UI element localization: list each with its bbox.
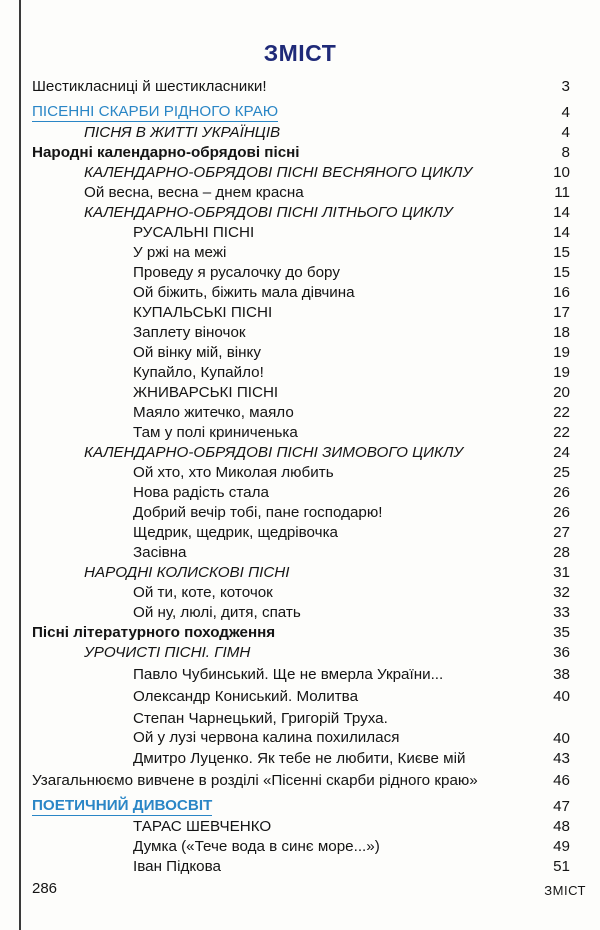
toc-entry-page: 20 (553, 384, 570, 401)
toc-entry-title: ТАРАС ШЕВЧЕНКО (133, 818, 272, 835)
toc-entry-page: 31 (553, 564, 570, 581)
toc-entry-page: 16 (553, 284, 570, 301)
toc-entry-page: 4 (561, 124, 570, 141)
toc-entry-page: 40 (553, 688, 570, 705)
toc-entry-title: РУСАЛЬНІ ПІСНІ (133, 224, 255, 241)
toc-entry-title: Заплету віночок (133, 324, 246, 341)
toc-entry-title: Проведу я русалочку до бору (133, 264, 340, 281)
toc-entry-title: ПОЕТИЧНИЙ ДИВОСВІТ (32, 797, 213, 814)
toc-entry-page: 46 (553, 772, 570, 789)
toc-entry-page: 8 (561, 144, 570, 161)
toc-entry-page: 11 (554, 184, 570, 201)
toc-entry[interactable] (32, 643, 577, 663)
toc-entry[interactable] (32, 563, 577, 583)
toc-entry-title: Узагальнюємо вивчене в розділі «Пісенні скарби рідного краю» (32, 772, 478, 789)
toc-entry-page: 24 (553, 444, 570, 461)
toc-entry-title: КАЛЕНДАРНО-ОБРЯДОВІ ПІСНІ ЗИМОВОГО ЦИКЛУ (84, 444, 464, 461)
page-edge-rule (19, 0, 21, 930)
toc-entry-title: Ой біжить, біжить мала дівчина (133, 284, 355, 301)
toc-entry-title: У ржі на межі (133, 244, 227, 261)
toc-entry[interactable] (32, 837, 577, 857)
toc-entry[interactable] (32, 123, 577, 143)
toc-entry-page: 32 (553, 584, 570, 601)
toc-entry[interactable] (32, 343, 577, 363)
toc-entry-title: ЖНИВАРСЬКІ ПІСНІ (133, 384, 279, 401)
toc-entry[interactable] (32, 603, 577, 623)
toc-entry-page: 40 (553, 730, 570, 747)
toc-entry-title: Нова радість стала (133, 484, 269, 501)
toc-entry[interactable] (32, 383, 577, 403)
toc-entry-title: Степан Чарнецький, Григорій Труха. Ой у лузі червона калина похилилася (133, 710, 400, 746)
toc-entry[interactable] (32, 483, 577, 503)
toc-entry-page: 15 (553, 244, 570, 261)
toc-entry[interactable] (32, 503, 577, 523)
toc-entry-title: КАЛЕНДАРНО-ОБРЯДОВІ ПІСНІ ЛІТНЬОГО ЦИКЛУ (84, 204, 453, 221)
toc-entry[interactable] (32, 283, 577, 303)
toc-entry-title: Купайло, Купайло! (133, 364, 264, 381)
toc-entry-summary[interactable] (32, 771, 577, 791)
toc-entry[interactable] (32, 583, 577, 603)
footer-running-title: ЗМІСТ (544, 883, 586, 898)
toc-entry-title: УРОЧИСТІ ПІСНІ. ГІМН (84, 644, 251, 661)
toc-entry[interactable] (32, 665, 577, 685)
toc-entry[interactable] (32, 857, 577, 877)
toc-entry-title: Шестикласниці й шестикласники! (32, 78, 267, 95)
toc-entry-title: Маяло житечко, маяло (133, 404, 294, 421)
toc-entry[interactable] (32, 623, 577, 643)
toc-entry[interactable] (32, 243, 577, 263)
toc-entry[interactable] (32, 163, 577, 183)
toc-entry-title: Ой ну, люлі, дитя, спать (133, 604, 301, 621)
toc-entry-title: Ой вінку мій, вінку (133, 344, 261, 361)
toc-entry-page: 25 (553, 464, 570, 481)
toc-entry-title: Ой хто, хто Миколая любить (133, 464, 334, 481)
toc-entry-title: Засівна (133, 544, 187, 561)
toc-entry-title: ПІСНЯ В ЖИТТІ УКРАЇНЦІВ (84, 124, 281, 141)
toc-entry[interactable] (32, 303, 577, 323)
toc-entry-page: 15 (553, 264, 570, 281)
toc-entry-page: 38 (553, 666, 570, 683)
toc-entry-title: Іван Підкова (133, 858, 221, 875)
toc-entry-page: 17 (553, 304, 570, 321)
toc-entry[interactable] (32, 203, 577, 223)
toc-section-song-treasures[interactable] (32, 103, 577, 123)
toc-entry-page: 43 (553, 750, 570, 767)
toc-entry-page: 22 (553, 404, 570, 421)
footer-page-number: 286 (32, 880, 58, 897)
toc-entry-page: 14 (553, 204, 570, 221)
toc-entry-page: 10 (553, 164, 570, 181)
toc-entry-title: НАРОДНІ КОЛИСКОВІ ПІСНІ (84, 564, 290, 581)
toc-entry-title: Добрий вечір тобі, пане господарю! (133, 504, 383, 521)
toc-entry[interactable] (32, 443, 577, 463)
toc-entry-title: Народні календарно-обрядові пісні (32, 144, 300, 161)
page-title: ЗМІСТ (263, 40, 337, 66)
toc-entry[interactable] (32, 523, 577, 543)
toc-entry-title: Ой ти, коте, коточок (133, 584, 273, 601)
toc-entry-page: 49 (553, 838, 570, 855)
toc-entry-page: 4 (561, 104, 570, 121)
toc-entry-title: Думка («Тече вода в синє море...») (133, 838, 380, 855)
toc-entry-page: 14 (553, 224, 570, 241)
toc-entry-page: 33 (553, 604, 570, 621)
table-of-contents (32, 77, 577, 877)
toc-entry-title: Пісні літературного походження (32, 624, 276, 641)
toc-entry-page: 35 (553, 624, 570, 641)
toc-entry-page: 27 (553, 524, 570, 541)
toc-entry-title: Павло Чубинський. Ще не вмерла України... (133, 666, 444, 683)
toc-entry[interactable] (32, 223, 577, 243)
toc-entry[interactable] (32, 183, 577, 203)
toc-section-poetic-wonderworld[interactable] (32, 797, 577, 817)
toc-entry[interactable] (32, 543, 577, 563)
toc-entry-page: 19 (553, 344, 570, 361)
toc-entry-title: КАЛЕНДАРНО-ОБРЯДОВІ ПІСНІ ВЕСНЯНОГО ЦИКЛУ (84, 164, 473, 181)
toc-entry-title: КУПАЛЬСЬКІ ПІСНІ (133, 304, 273, 321)
toc-entry-page: 36 (553, 644, 570, 661)
toc-entry-title: ПІСЕННІ СКАРБИ РІДНОГО КРАЮ (32, 103, 279, 120)
toc-entry-page: 18 (553, 324, 570, 341)
toc-entry-title: Олександр Кониський. Молитва (133, 688, 359, 705)
toc-entry-page: 48 (553, 818, 570, 835)
toc-entry-title: Ой весна, весна – днем красна (84, 184, 304, 201)
toc-entry-page: 22 (553, 424, 570, 441)
toc-entry[interactable] (32, 403, 577, 423)
toc-entry-intro[interactable] (32, 77, 577, 97)
toc-entry[interactable] (32, 709, 577, 749)
toc-entry[interactable] (32, 749, 577, 769)
toc-entry[interactable] (32, 263, 577, 283)
toc-entry-title: Там у полі криниченька (133, 424, 298, 441)
toc-entry[interactable] (32, 323, 577, 343)
toc-entry[interactable] (32, 463, 577, 483)
toc-entry[interactable] (32, 363, 577, 383)
toc-entry-page: 47 (553, 798, 570, 815)
toc-entry-title: Щедрик, щедрик, щедрівочка (133, 524, 339, 541)
toc-entry-page: 28 (553, 544, 570, 561)
toc-entry[interactable] (32, 687, 577, 707)
toc-entry-title: Дмитро Луценко. Як тебе не любити, Києве мій (133, 750, 466, 767)
toc-entry-page: 3 (561, 78, 570, 95)
toc-entry-page: 51 (553, 858, 570, 875)
toc-entry[interactable] (32, 817, 577, 837)
toc-entry[interactable] (32, 143, 577, 163)
toc-entry[interactable] (32, 423, 577, 443)
toc-entry-page: 19 (553, 364, 570, 381)
toc-entry-page: 26 (553, 504, 570, 521)
toc-entry-page: 26 (553, 484, 570, 501)
